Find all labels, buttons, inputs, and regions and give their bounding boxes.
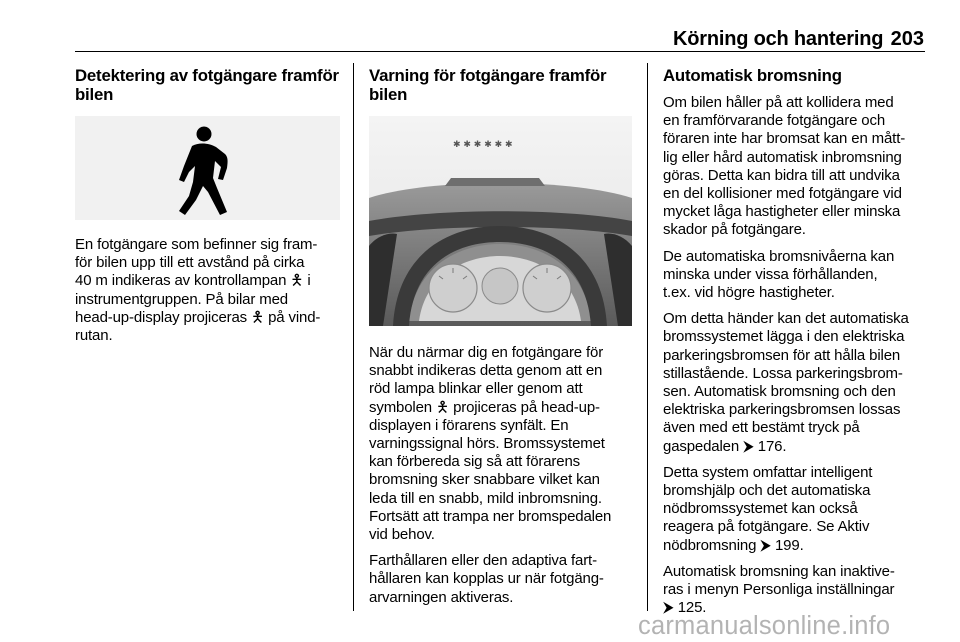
column-divider [647, 63, 648, 611]
paragraph: Om detta händer kan det automatiska bromssystemet lägga i den elektriska parkeringsbromsen för att hålla bilen stillastående. Lossa parkeringsbrom- sen. Automatisk bromsning och den elektriska parkeringsbromsen lossas även med ett bestämt tryck på gaspedalen ⮞ 176. [663, 310, 909, 455]
paragraph: Automatisk bromsning kan inaktive- ras i menyn Personliga inställningar ⮞ 125. [663, 562, 895, 617]
section-heading: Varning för fotgängare framför bilen [369, 66, 607, 104]
page-number: 203 [890, 28, 924, 50]
column-right [663, 66, 931, 617]
paragraph: När du närmar dig en fotgängare för snabbt indikeras detta genom att en röd lampa blinkar eller genom att symbolen 🯅 projiceras på head-up- displayen i förarens synfält. En varningssignal hörs. Bromssystemet kan förbereda sig så att förarens bromsning sker snabbare vilket kan leda till en snabb, mild inbromsning. Fortsätt att trampa ner bromspedalen vid behov. [369, 344, 612, 544]
column-divider [353, 63, 354, 611]
paragraph: Detta system omfattar intelligent bromshjälp och det automatiska nödbromssystemet kan också reagera på fotgängare. Se Aktiv nödbromsning ⮞ 199. [663, 463, 873, 554]
paragraph: En fotgängare som befinner sig fram- för bilen upp till ett avstånd på cirka 40 m indikeras av kontrollampan 🯅 i instrumentgruppen. På bilar med head-up-display projiceras 🯅 på vind- rutan. [75, 236, 321, 345]
watermark: carmanualsonline.info [638, 612, 891, 640]
dashboard-figure [369, 116, 632, 326]
header-title: Körning och hantering [673, 28, 884, 50]
pedestrian-icon [75, 116, 340, 220]
section-heading: Detektering av fotgängare framför bilen [75, 66, 339, 104]
paragraph: Farthållaren eller den adaptiva fart- hållaren kan kopplas ur när fotgäng- arvarningen aktiveras. [369, 552, 604, 606]
column-middle [369, 66, 634, 606]
column-left [75, 66, 340, 345]
pedestrian-figure [75, 116, 340, 220]
svg-text:✱ ✱ ✱ ✱ ✱ ✱: ✱ ✱ ✱ ✱ ✱ ✱ [453, 140, 513, 150]
paragraph: Om bilen håller på att kollidera med en framförvarande fotgängare och föraren inte har bromsat kan en mått- lig eller hård automatisk inbromsning göras. Detta kan bidra till att undvika en del kollisioner med fotgängare vid mycket låga hastigheter eller minska skador på fotgängare. [663, 94, 906, 239]
dashboard-illustration [369, 116, 632, 326]
paragraph: De automatiska bromsnivåerna kan minska under vissa förhållanden, t.ex. vid högre hastigheter. [663, 247, 895, 302]
page-header [75, 27, 925, 52]
section-heading: Automatisk bromsning [663, 66, 842, 85]
